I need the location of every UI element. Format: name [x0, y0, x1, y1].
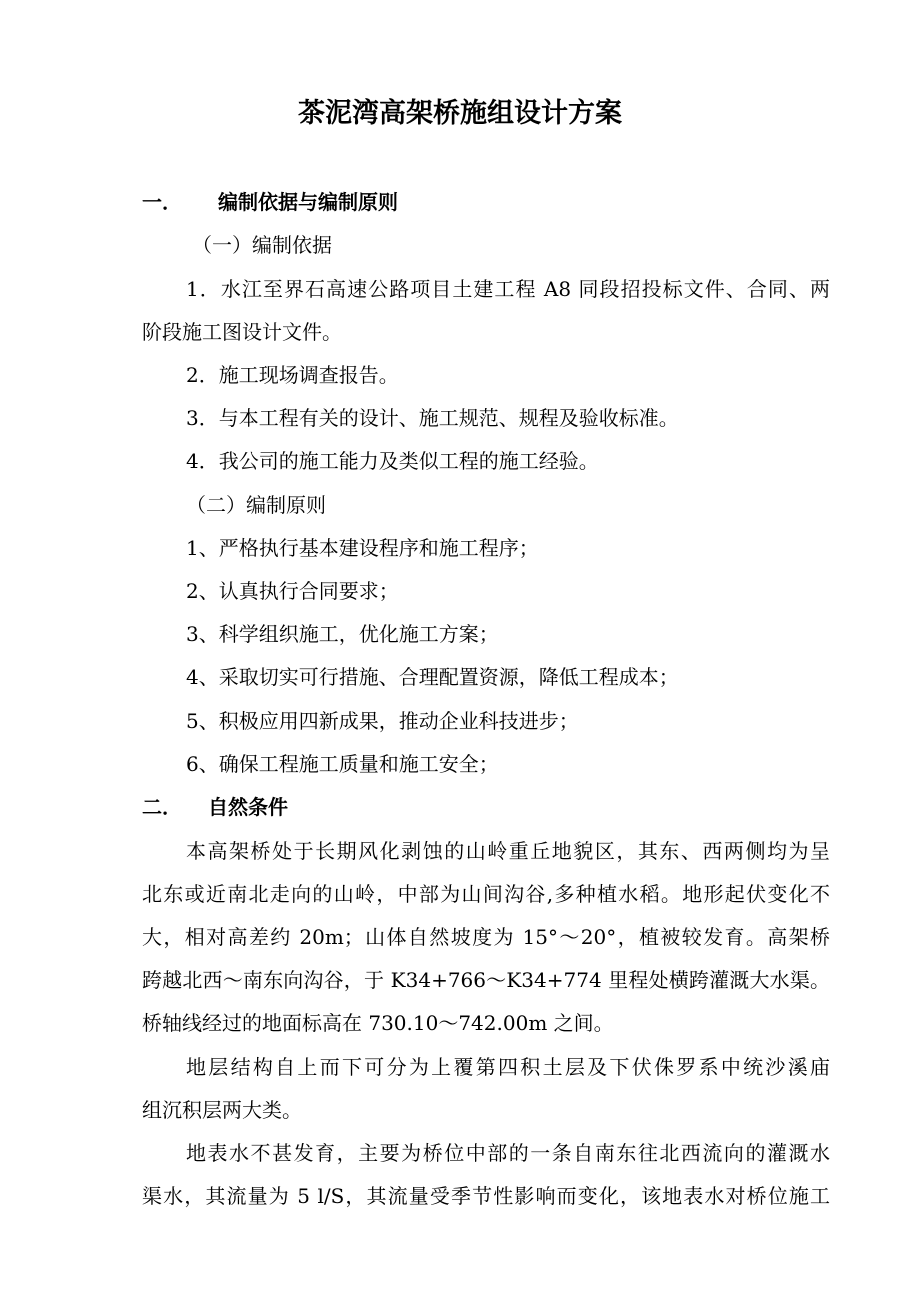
list-item: 4、采取切实可行措施、合理配置资源，降低工程成本； [186, 665, 679, 689]
paragraph-line: 北东或近南北走向的山岭，中部为山间沟谷,多种植水稻。地形起伏变化不 [142, 882, 830, 906]
list-item: 2．施工现场调查报告。 [186, 363, 399, 387]
subsection-heading: （一）编制依据 [192, 233, 332, 257]
section-number: 一． [142, 190, 182, 214]
paragraph-line: 地层结构自上而下可分为上覆第四积土层及下伏侏罗系中统沙溪庙 [186, 1055, 830, 1079]
list-item: 3、科学组织施工，优化施工方案； [186, 622, 499, 646]
section-heading: 自然条件 [208, 795, 288, 819]
list-item: 4．我公司的施工能力及类似工程的施工经验。 [186, 449, 599, 473]
list-item: 5、积极应用四新成果，推动企业科技进步； [186, 709, 579, 733]
document-title: 茶泥湾高架桥施组设计方案 [298, 98, 622, 129]
paragraph-line: 渠水，其流量为 5 l/S，其流量受季节性影响而变化，该地表水对桥位施工 [142, 1184, 830, 1208]
paragraph-line: 地表水不甚发育，主要为桥位中部的一条自南东往北西流向的灌溉水 [186, 1141, 830, 1165]
list-item: 1．水江至界石高速公路项目土建工程 A8 同段招投标文件、合同、两 [186, 277, 830, 301]
section-number: 二． [142, 795, 182, 819]
paragraph-line: 大，相对高差约 20m；山体自然坡度为 15°～20°，植被较发育。高架桥 [142, 925, 830, 949]
subsection-heading: （二）编制原则 [186, 493, 326, 517]
list-item: 6、确保工程施工质量和施工安全； [186, 752, 499, 776]
section-heading: 编制依据与编制原则 [218, 190, 398, 214]
list-item: 2、认真执行合同要求； [186, 579, 399, 603]
paragraph-line: 组沉积层两大类。 [142, 1098, 302, 1122]
list-item: 1、严格执行基本建设程序和施工程序； [186, 536, 539, 560]
paragraph-line: 本高架桥处于长期风化剥蚀的山岭重丘地貌区，其东、西两侧均为呈 [186, 839, 830, 863]
paragraph-line: 跨越北西～南东向沟谷，于 K34+766～K34+774 里程处横跨灌溉大水渠。 [142, 968, 830, 992]
list-item-continuation: 阶段施工图设计文件。 [142, 320, 342, 344]
list-item: 3．与本工程有关的设计、施工规范、规程及验收标准。 [186, 406, 679, 430]
paragraph-line: 桥轴线经过的地面标高在 730.10～742.00m 之间。 [142, 1011, 614, 1035]
